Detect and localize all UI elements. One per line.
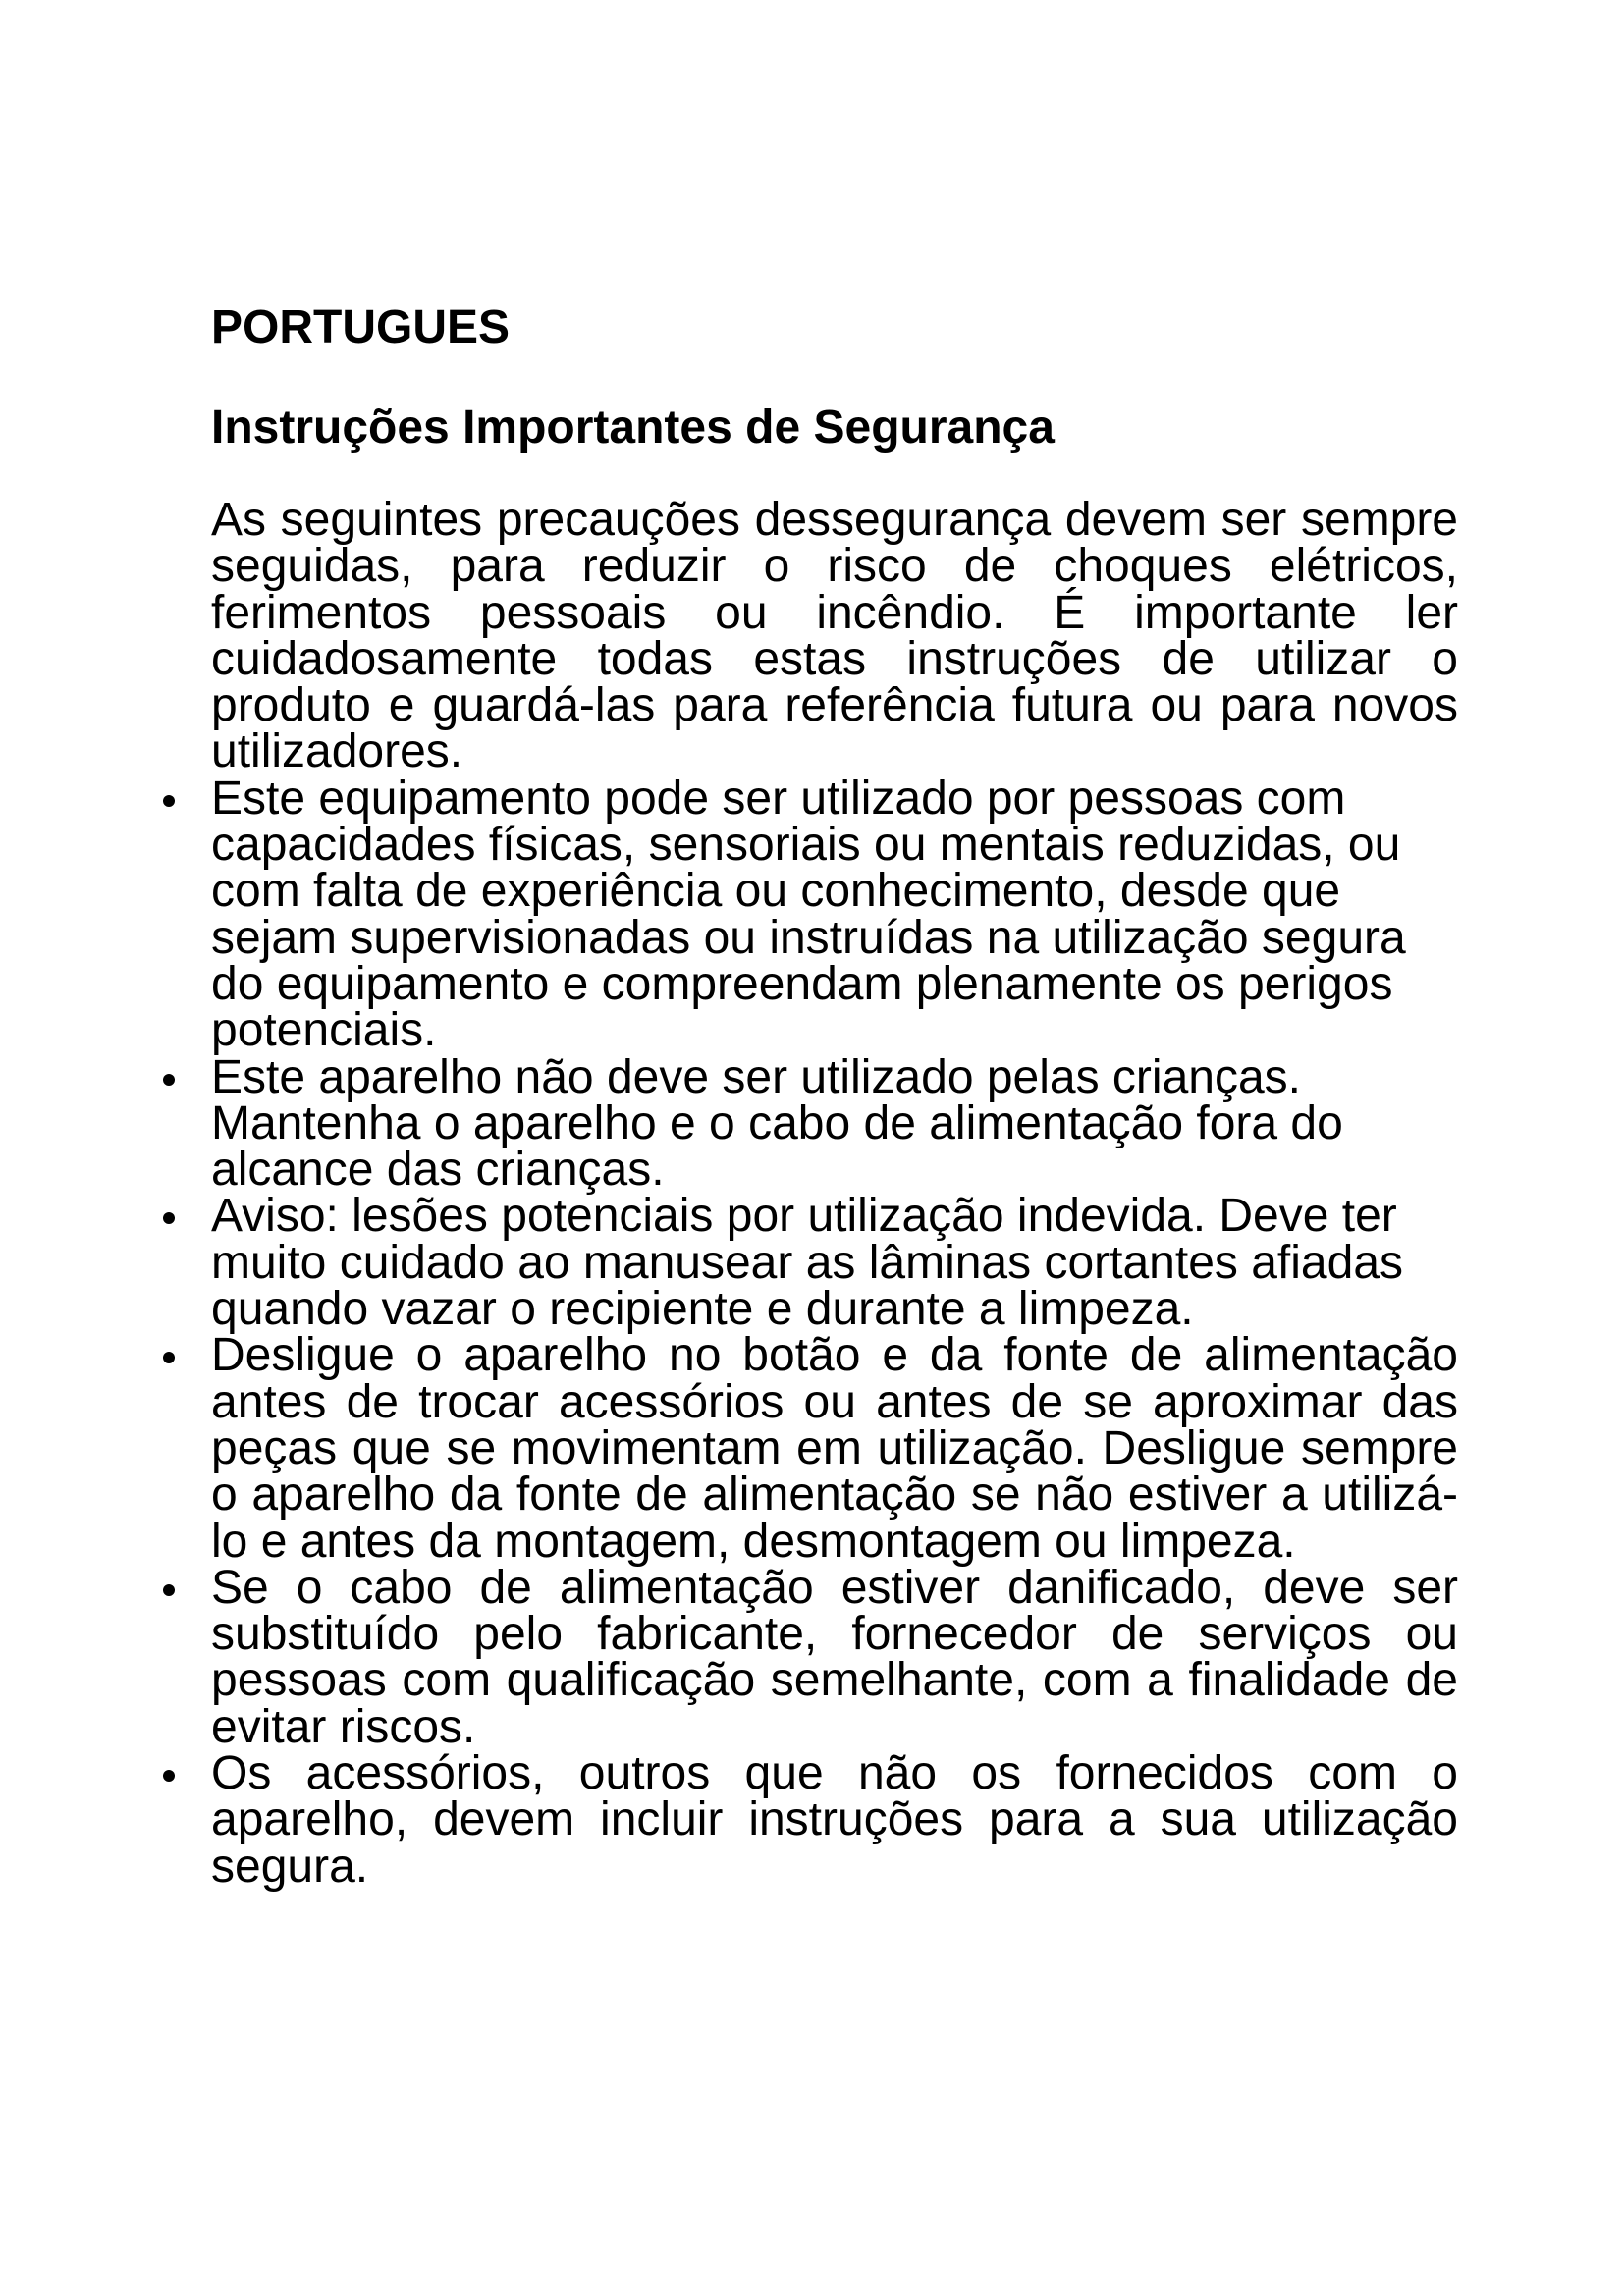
section-title: Instruções Importantes de Segurança [211,401,1055,454]
list-item [211,1329,1458,1568]
list-item [211,1190,1458,1336]
intro-paragraph: As seguintes precauções dessegurança devem ser sempre seguidas, para reduzir o risco de choques elétricos, ferimentos pessoais ou incêndio. É importante ler cuidadosamente todas estas instruções de utilizar o produto e guardá-las para referência futura ou para novos utilizadores. [211,494,1458,778]
safety-bullet-list [211,772,1458,1893]
list-item-text: Este equipamento pode ser utilizado por pessoas com capacidades físicas, sensoriais ou mentais reduzidas, ou com falta de experiência ou conhecimento, desde que sejam supervisionadas ou instruídas na utilização segura do equipamento e compreendam plenamente os perigos potenciais. [211,772,1406,1057]
list-item-text: Os acessórios, outros que não os fornecidos com o aparelho, devem incluir instruções para a sua utilização segura. [211,1747,1458,1893]
list-item-text: Aviso: lesões potenciais por utilização indevida. Deve ter muito cuidado ao manusear as lâminas cortantes afiadas quando vazar o recipiente e durante a limpeza. [211,1190,1404,1336]
safety-instructions [211,494,1458,1893]
bullet-icon [163,1074,175,1086]
list-item [211,1050,1458,1197]
list-item-text: Desligue o aparelho no botão e da fonte de alimentação antes de trocar acessórios ou antes de se aproximar das peças que se movimentam em utilização. Desligue sempre o aparelho da fonte de alimentação se não estiver a utilizá-lo e antes da montagem, desmontagem ou limpeza. [211,1329,1458,1568]
list-item-text: Se o cabo de alimentação estiver danificado, deve ser substituído pelo fabricante, fornecedor de serviços ou pessoas com qualificação semelhante, com a finalidade de evitar riscos. [211,1561,1458,1753]
bullet-icon [163,795,175,807]
list-item [211,772,1458,1057]
bullet-icon [163,1584,175,1596]
language-heading: PORTUGUES [211,301,511,353]
bullet-icon [163,1212,175,1224]
list-item-text: Este aparelho não deve ser utilizado pelas crianças. Mantenha o aparelho e o cabo de alimentação fora do alcance das crianças. [211,1050,1343,1197]
bullet-icon [163,1770,175,1782]
list-item [211,1561,1458,1753]
list-item [211,1747,1458,1893]
bullet-icon [163,1352,175,1363]
